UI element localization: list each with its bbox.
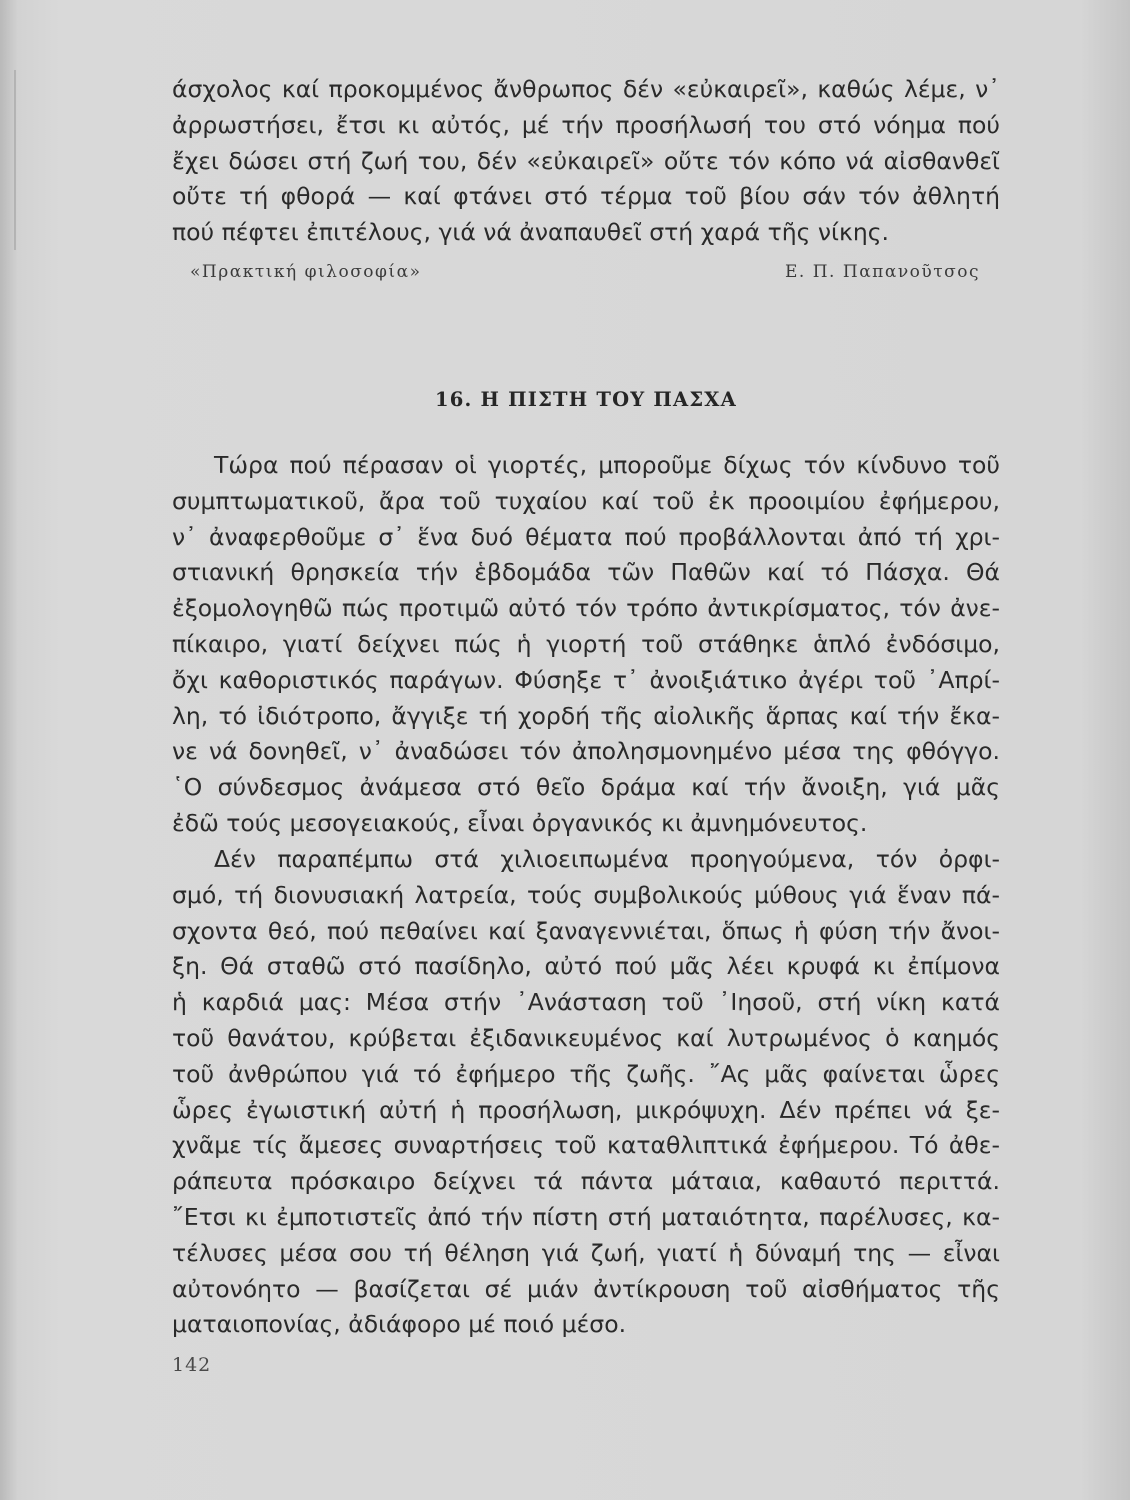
text-line: τοῦ θανάτου, κρύβεται ἐξιδανικευμένος καί λυτρωμένος ὁ καημός (172, 1023, 1000, 1052)
section-heading: 16. Η ΠΙΣΤΗ ΤΟΥ ΠΑΣΧΑ (435, 388, 737, 411)
text-line: σμό, τή διονυσιακή λατρεία, τούς συμβολικούς μύθους γιά ἕναν πά- (172, 880, 1000, 909)
top-paragraph (172, 72, 1000, 251)
text-line: χνᾶμε τίς ἄμεσες συναρτήσεις τοῦ καταθλιπτικά ἐφήμερου. Τό ἀθε- (172, 1131, 1000, 1160)
text-line: πίκαιρο, γιατί δείχνει πώς ἡ γιορτή τοῦ στάθηκε ἁπλό ἐνδόσιμο, (172, 629, 1000, 658)
text-line: οὔτε τή φθορά — καί φτάνει στό τέρμα τοῦ βίου σάν τόν ἀθλητή (172, 182, 1000, 211)
text-line: πού πέφτει ἐπιτέλους, γιά νά ἀναπαυθεῖ στή χαρά τῆς νίκης. (172, 218, 889, 247)
text-line: σχοντα θεό, πού πεθαίνει καί ξαναγεννιέται, ὅπως ἡ φύση τήν ἄνοι- (172, 916, 1000, 945)
attribution-author: Ε. Π. Παπανοῦτσος (785, 262, 980, 282)
text-line: ἀρρωστήσει, ἔτσι κι αὐτός, μέ τήν προσήλωσή του στό νόημα πού (172, 110, 1000, 139)
text-line: τοῦ ἀνθρώπου γιά τό ἐφήμερο τῆς ζωῆς. ῎Ας μᾶς φαίνεται ὧρες (172, 1059, 1000, 1088)
text-line: ἡ καρδιά μας: Μέσα στήν ᾽Ανάσταση τοῦ ᾽Ιησοῦ, στή νίκη κατά (172, 988, 1000, 1017)
section-paragraph-2 (172, 842, 1000, 1343)
text-line: ξη. Θά σταθῶ στό πασίδηλο, αὐτό πού μᾶς λέει κρυφά κι ἐπίμονα (172, 952, 1000, 981)
text-line: στιανική θρησκεία τήν ἑβδομάδα τῶν Παθῶν καί τό Πάσχα. Θά (172, 558, 1000, 587)
text-line: νε νά δονηθεῖ, ν᾽ ἀναδώσει τόν ἀπολησμονημένο μέσα της φθόγγο. (172, 737, 1000, 766)
text-line: λη, τό ἰδιότροπο, ἄγγιξε τή χορδή τῆς αἰολικῆς ἅρπας καί τήν ἔκα- (172, 701, 1000, 730)
attribution-work-title: «Πρακτική φιλοσοφία» (190, 262, 422, 282)
text-line: Τώρα πού πέρασαν οἱ γιορτές, μποροῦμε δίχως τόν κίνδυνο τοῦ (214, 451, 1000, 479)
text-line: ράπευτα πρόσκαιρο δείχνει τά πάντα μάταια, καθαυτό περιττά. (172, 1167, 1000, 1196)
text-line: ῎Ετσι κι ἐμποτιστεῖς ἀπό τήν πίστη στή ματαιότητα, παρέλυσες, κα- (172, 1202, 1000, 1231)
page-number: 142 (172, 1354, 212, 1376)
text-line: Δέν παραπέμπω στά χιλιοειπωμένα προηγούμενα, τόν ὀρφι- (214, 845, 1000, 873)
text-line: ν᾽ ἀναφερθοῦμε σ᾽ ἕνα δυό θέματα πού προβάλλονται ἀπό τή χρι- (172, 522, 1000, 551)
text-line: συμπτωματικοῦ, ἄρα τοῦ τυχαίου καί τοῦ ἐκ προοιμίου ἐφήμερου, (172, 486, 1000, 515)
section-paragraph-1 (172, 448, 1000, 842)
text-line: τέλυσες μέσα σου τή θέληση γιά ζωή, γιατί ἡ δύναμή της — εἶναι (172, 1238, 1000, 1267)
text-line: ῾Ο σύνδεσμος ἀνάμεσα στό θεῖο δράμα καί τήν ἄνοιξη, γιά μᾶς (172, 773, 1000, 802)
text-line: ἔχει δώσει στή ζωή του, δέν «εὐκαιρεῖ» οὔτε τόν κόπο νά αἰσθανθεῖ (172, 146, 1000, 175)
text-line: ματαιοπονίας, ἀδιάφορο μέ ποιό μέσο. (172, 1310, 627, 1339)
text-line: ἐδῶ τούς μεσογειακούς, εἶναι ὀργανικός κι ἀμνημόνευτος. (172, 808, 868, 837)
text-line: ὄχι καθοριστικός παράγων. Φύσηξε τ᾽ ἀνοιξιάτικο ἀγέρι τοῦ ᾽Απρί- (172, 665, 1000, 694)
binding-edge (0, 70, 16, 250)
text-line: ἐξομολογηθῶ πώς προτιμῶ αὐτό τόν τρόπο ἀντικρίσματος, τόν ἀνε- (172, 594, 1000, 623)
text-line: αὐτονόητο — βασίζεται σέ μιάν ἀντίκρουση τοῦ αἰσθήματος τῆς (172, 1274, 1000, 1303)
text-line: ὧρες ἐγωιστική αὐτή ἡ προσήλωση, μικρόψυχη. Δέν πρέπει νά ξε- (172, 1095, 1000, 1124)
text-line: άσχολος καί προκομμένος ἄνθρωπος δέν «εὐκαιρεῖ», καθώς λέμε, ν᾽ (172, 75, 1000, 103)
